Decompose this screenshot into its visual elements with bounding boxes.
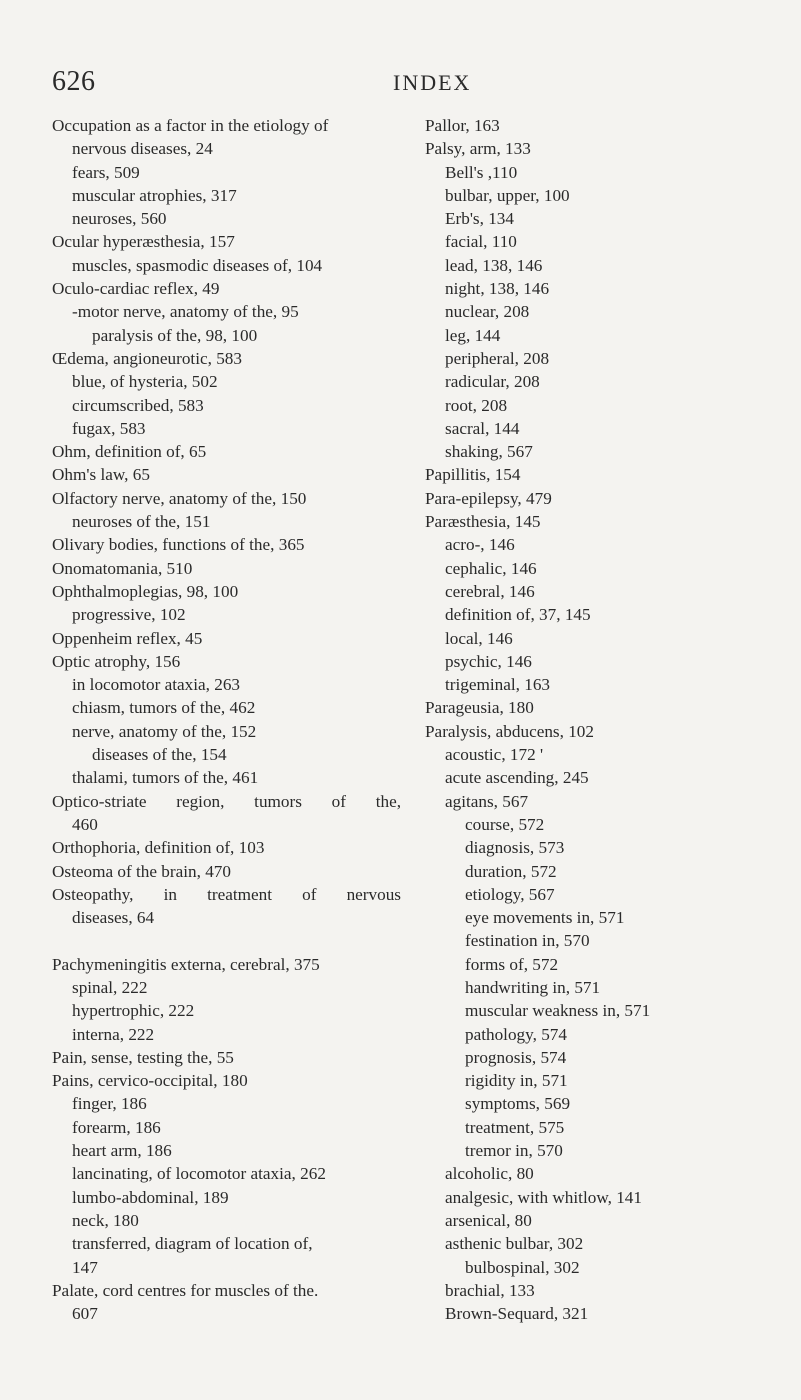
index-subentry: rigidity in, 571 xyxy=(465,1071,568,1091)
index-entry: Ophthalmoplegias, 98, 100 xyxy=(52,581,239,601)
index-subentry: lancinating, of locomotor ataxia, 262 xyxy=(72,1164,326,1184)
index-entry: Oppenheim reflex, 45 xyxy=(52,628,203,648)
index-entry: Pains, cervico-occipital, 180 xyxy=(52,1071,248,1091)
index-subentry: Erb's, 134 xyxy=(445,209,514,229)
index-subentry: spinal, 222 xyxy=(72,977,148,997)
index-subentry: circumscribed, 583 xyxy=(72,395,204,415)
index-subentry: diseases, 64 xyxy=(72,908,155,928)
index-entry: Occupation as a factor in the etiology of xyxy=(52,116,329,135)
index-entry: Optico-striate region, tumors of the, xyxy=(52,791,401,811)
index-subentry: lead, 138, 146 xyxy=(445,255,543,275)
index-entry: Œdema, angioneurotic, 583 xyxy=(52,348,242,368)
index-entry: Paræsthesia, 145 xyxy=(425,512,541,532)
index-entry: Osteopathy, in treatment of nervous xyxy=(52,884,401,904)
index-subentry: neuroses, 560 xyxy=(72,209,167,229)
index-subentry: definition of, 37, 145 xyxy=(445,605,591,625)
index-subentry: 460 xyxy=(72,814,98,834)
index-column-left xyxy=(52,114,412,1325)
index-subentry: acute ascending, 245 xyxy=(445,768,589,788)
index-entry: Palsy, arm, 133 xyxy=(425,139,531,159)
index-subentry: muscular atrophies, 317 xyxy=(72,185,237,205)
index-entry: Paralysis, abducens, 102 xyxy=(425,721,594,741)
index-subentry: nerve, anatomy of the, 152 xyxy=(72,721,257,741)
index-subentry: tremor in, 570 xyxy=(465,1141,563,1161)
index-subentry: hypertrophic, 222 xyxy=(72,1001,195,1021)
index-subentry: analgesic, with whitlow, 141 xyxy=(445,1187,642,1207)
index-subentry: heart arm, 186 xyxy=(72,1141,172,1161)
index-entry: Pain, sense, testing the, 55 xyxy=(52,1047,234,1067)
index-entry: Pachymeningitis externa, cerebral, 375 xyxy=(52,954,320,974)
index-subentry: Brown-Sequard, 321 xyxy=(445,1304,589,1324)
index-subentry: symptoms, 569 xyxy=(465,1094,571,1114)
index-entry: Optic atrophy, 156 xyxy=(52,651,181,671)
index-subentry: radicular, 208 xyxy=(445,372,540,392)
index-subentry: transferred, diagram of location of, xyxy=(72,1234,313,1254)
index-subentry: forms of, 572 xyxy=(465,954,559,974)
index-subentry: chiasm, tumors of the, 462 xyxy=(72,698,256,718)
index-subentry: paralysis of the, 98, 100 xyxy=(92,325,258,345)
index-subentry: muscles, spasmodic diseases of, 104 xyxy=(72,255,323,275)
index-subentry: prognosis, 574 xyxy=(465,1047,567,1067)
index-subentry: acoustic, 172 ' xyxy=(445,745,544,765)
index-subentry: local, 146 xyxy=(445,628,513,648)
index-entry: Olivary bodies, functions of the, 365 xyxy=(52,535,305,555)
index-entry: Ohm's law, 65 xyxy=(52,465,150,485)
index-subentry: bulbospinal, 302 xyxy=(465,1257,580,1277)
index-subentry: progressive, 102 xyxy=(72,605,186,625)
index-subentry: nuclear, 208 xyxy=(445,302,530,322)
index-subentry: blue, of hysteria, 502 xyxy=(72,372,218,392)
index-subentry: leg, 144 xyxy=(445,325,501,345)
index-subentry: agitans, 567 xyxy=(445,791,529,811)
index-subentry: asthenic bulbar, 302 xyxy=(445,1234,584,1254)
index-subentry: muscular weakness in, 571 xyxy=(465,1001,651,1021)
index-subentry: arsenical, 80 xyxy=(445,1210,532,1230)
index-subentry: Bell's ,110 xyxy=(445,162,518,182)
page-header xyxy=(52,66,752,102)
index-subentry: neck, 180 xyxy=(72,1210,139,1230)
index-entry: Onomatomania, 510 xyxy=(52,558,193,578)
index-subentry: eye movements in, 571 xyxy=(465,908,625,928)
index-subentry: 607 xyxy=(72,1304,98,1324)
index-entry: Orthophoria, definition of, 103 xyxy=(52,838,265,858)
index-subentry: sacral, 144 xyxy=(445,418,520,438)
index-entry: Para-epilepsy, 479 xyxy=(425,488,552,508)
index-subentry: treatment, 575 xyxy=(465,1117,565,1137)
index-subentry: alcoholic, 80 xyxy=(445,1164,534,1184)
index-subentry: peripheral, 208 xyxy=(445,348,550,368)
section-gap xyxy=(52,929,412,952)
index-subentry: forearm, 186 xyxy=(72,1117,161,1137)
index-subentry: finger, 186 xyxy=(72,1094,147,1114)
index-entry: Osteoma of the brain, 470 xyxy=(52,861,231,881)
index-subentry: neuroses of the, 151 xyxy=(72,512,211,532)
index-subentry: bulbar, upper, 100 xyxy=(445,185,570,205)
index-subentry: etiology, 567 xyxy=(465,884,555,904)
index-subentry: trigeminal, 163 xyxy=(445,675,551,695)
index-subentry: diseases of the, 154 xyxy=(92,745,227,765)
index-subentry: in locomotor ataxia, 263 xyxy=(72,675,241,695)
index-subentry: shaking, 567 xyxy=(445,442,533,462)
index-subentry: handwriting in, 571 xyxy=(465,977,601,997)
index-subentry: root, 208 xyxy=(445,395,508,415)
index-entry: Ohm, definition of, 65 xyxy=(52,442,207,462)
index-subentry: psychic, 146 xyxy=(445,651,532,671)
index-subentry: cerebral, 146 xyxy=(445,581,535,601)
index-entry: Oculo-cardiac reflex, 49 xyxy=(52,279,220,299)
index-subentry: fears, 509 xyxy=(72,162,140,182)
index-subentry: -motor nerve, anatomy of the, 95 xyxy=(72,302,299,322)
running-head: INDEX xyxy=(393,70,472,95)
index-subentry: pathology, 574 xyxy=(465,1024,567,1044)
index-subentry: cephalic, 146 xyxy=(445,558,537,578)
index-entry: Olfactory nerve, anatomy of the, 150 xyxy=(52,488,307,508)
index-entry: Pallor, 163 xyxy=(425,116,500,135)
index-entry: Palate, cord centres for muscles of the. xyxy=(52,1280,319,1300)
index-subentry: festination in, 570 xyxy=(465,931,590,951)
index-subentry: night, 138, 146 xyxy=(445,279,550,299)
index-subentry: course, 572 xyxy=(465,814,545,834)
index-subentry: brachial, 133 xyxy=(445,1280,535,1300)
index-entry: Ocular hyperæsthesia, 157 xyxy=(52,232,235,252)
index-subentry: facial, 110 xyxy=(445,232,517,252)
index-subentry: thalami, tumors of the, 461 xyxy=(72,768,259,788)
index-subentry: diagnosis, 573 xyxy=(465,838,565,858)
index-entry: Papillitis, 154 xyxy=(425,465,521,485)
index-entry: Parageusia, 180 xyxy=(425,698,534,718)
page-number: 626 xyxy=(52,66,96,97)
index-subentry: duration, 572 xyxy=(465,861,557,881)
index-column-right xyxy=(425,114,791,1325)
index-subentry: acro-, 146 xyxy=(445,535,515,555)
index-subentry: nervous diseases, 24 xyxy=(72,139,213,159)
index-subentry: interna, 222 xyxy=(72,1024,155,1044)
index-subentry: fugax, 583 xyxy=(72,418,146,438)
index-subentry: lumbo-abdominal, 189 xyxy=(72,1187,229,1207)
index-subentry: 147 xyxy=(72,1257,98,1277)
